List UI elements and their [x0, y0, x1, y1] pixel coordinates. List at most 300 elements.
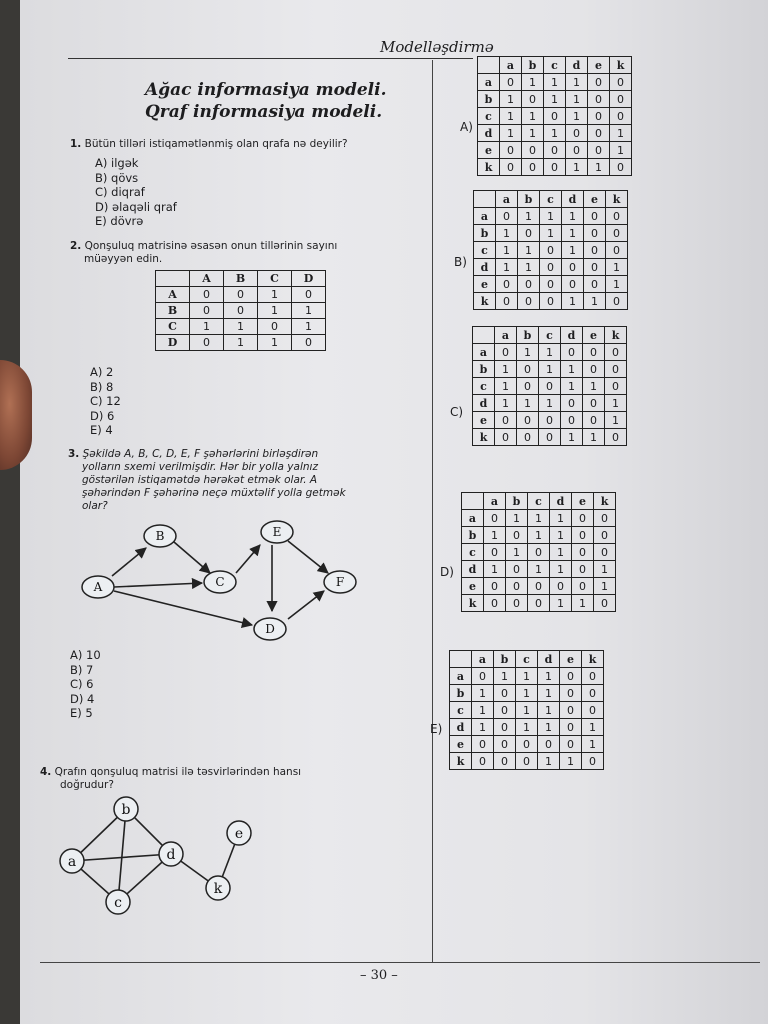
table-row: [450, 685, 604, 702]
edge-c-e: [236, 545, 260, 573]
cell: 1: [538, 719, 560, 736]
col-header: k: [606, 191, 628, 208]
cell: 0: [540, 293, 562, 310]
cell: 0: [516, 753, 538, 770]
cell: 1: [605, 412, 627, 429]
matrix-corner: [478, 57, 500, 74]
cell: 1: [566, 74, 588, 91]
row-header: d: [462, 561, 484, 578]
option[interactable]: E) dövrə: [95, 214, 144, 228]
node-label: B: [155, 529, 165, 543]
cell: 0: [495, 344, 517, 361]
cell: 0: [528, 544, 550, 561]
row-header: a: [478, 74, 500, 91]
cell: 1: [550, 544, 572, 561]
cell: 0: [562, 259, 584, 276]
cell: 0: [190, 335, 224, 351]
table-row: [450, 753, 604, 770]
cell: 0: [190, 303, 224, 319]
cell: 1: [516, 719, 538, 736]
cell: 0: [610, 74, 632, 91]
cell: 0: [583, 361, 605, 378]
question-2-number: 2.: [70, 240, 82, 252]
row-header: d: [474, 259, 496, 276]
col-header: a: [500, 57, 522, 74]
cell: 0: [560, 685, 582, 702]
cell: 1: [560, 753, 582, 770]
cell: 0: [583, 395, 605, 412]
option[interactable]: D) əlaqəli qraf: [95, 199, 177, 214]
row-header: d: [478, 125, 500, 142]
cell: 1: [496, 259, 518, 276]
row-header: a: [473, 344, 495, 361]
option[interactable]: C) diqraf: [95, 185, 145, 199]
table-row: [478, 74, 632, 91]
answer-matrix: [461, 492, 616, 612]
option[interactable]: A) ilgək: [95, 156, 139, 170]
cell: 1: [496, 242, 518, 259]
edge-b-c: [174, 542, 210, 573]
cell: 1: [605, 395, 627, 412]
question-1: [70, 138, 348, 151]
option[interactable]: A) 10: [70, 648, 101, 662]
cell: 0: [561, 412, 583, 429]
cell: 0: [517, 378, 539, 395]
question-4-text-cont: doğrudur?: [60, 779, 114, 791]
answer-option-label[interactable]: A): [460, 120, 473, 134]
row-header: k: [450, 753, 472, 770]
cell: 1: [583, 378, 605, 395]
node-label: D: [265, 622, 275, 636]
col-header: k: [605, 327, 627, 344]
cell: 0: [506, 595, 528, 612]
cell: 1: [528, 527, 550, 544]
option[interactable]: C) 6: [70, 677, 94, 691]
col-header: a: [472, 651, 494, 668]
table-row: [156, 303, 326, 319]
col-header: d: [550, 493, 572, 510]
cell: 0: [588, 108, 610, 125]
table-row: [450, 702, 604, 719]
col-header: k: [582, 651, 604, 668]
question-2: [70, 240, 337, 266]
row-header: k: [478, 159, 500, 176]
cell: 1: [540, 225, 562, 242]
node-label: F: [335, 575, 345, 589]
col-header: d: [538, 651, 560, 668]
cell: 0: [560, 736, 582, 753]
cell: 1: [528, 510, 550, 527]
cell: 1: [538, 753, 560, 770]
cell: 0: [495, 429, 517, 446]
table-row: [478, 125, 632, 142]
cell: 1: [506, 510, 528, 527]
table-row: [473, 429, 627, 446]
cell: 0: [516, 736, 538, 753]
col-header: c: [544, 57, 566, 74]
cell: 0: [606, 293, 628, 310]
node-label: b: [121, 802, 131, 818]
matrix-corner: [462, 493, 484, 510]
cell: 0: [582, 668, 604, 685]
header-rule: [68, 58, 473, 59]
row-header: c: [462, 544, 484, 561]
question-1-number: 1.: [70, 138, 82, 150]
cell: 0: [496, 208, 518, 225]
cell: 0: [484, 510, 506, 527]
cell: 0: [292, 335, 326, 351]
col-header: b: [522, 57, 544, 74]
cell: 1: [500, 108, 522, 125]
cell: 0: [522, 159, 544, 176]
row-header: e: [474, 276, 496, 293]
question-3-number: 3.: [68, 448, 80, 460]
cell: 1: [610, 142, 632, 159]
footer-rule: [40, 962, 760, 963]
node-label: e: [234, 826, 244, 842]
col-header: e: [572, 493, 594, 510]
option[interactable]: B) 7: [70, 662, 94, 677]
table-row: [478, 142, 632, 159]
question-4: [40, 766, 301, 792]
question-2-options: [90, 365, 121, 438]
col-header: b: [506, 493, 528, 510]
title-graph-model: Qraf informasiya modeli.: [145, 102, 383, 122]
option[interactable]: D) 4: [70, 691, 95, 706]
question-2-text-cont: müəyyən edin.: [84, 253, 163, 265]
title-tree-model: Ağac informasiya modeli.: [145, 80, 387, 100]
cell: 1: [582, 736, 604, 753]
table-row: [462, 527, 616, 544]
cell: 0: [528, 578, 550, 595]
cell: 1: [500, 125, 522, 142]
table-row: [462, 561, 616, 578]
col-header: e: [560, 651, 582, 668]
answer-option-label[interactable]: B): [454, 255, 467, 269]
row-header: e: [473, 412, 495, 429]
table-row: [473, 412, 627, 429]
table-row: [450, 736, 604, 753]
option[interactable]: B) 8: [90, 379, 114, 394]
option[interactable]: D) 6: [90, 408, 115, 423]
row-header: c: [450, 702, 472, 719]
cell: 0: [540, 259, 562, 276]
cell: 1: [561, 429, 583, 446]
edge-a-b: [112, 548, 146, 576]
matrix-corner: [474, 191, 496, 208]
cell: 1: [292, 319, 326, 335]
option[interactable]: C) 12: [90, 394, 121, 408]
cell: 0: [258, 319, 292, 335]
cell: 0: [494, 702, 516, 719]
cell: 1: [500, 91, 522, 108]
cell: 1: [518, 259, 540, 276]
cell: 0: [292, 287, 326, 303]
cell: 0: [584, 208, 606, 225]
cell: 0: [494, 685, 516, 702]
col-header: C: [258, 271, 292, 287]
cell: 0: [472, 753, 494, 770]
cell: 1: [484, 527, 506, 544]
cell: 1: [522, 125, 544, 142]
cell: 1: [562, 293, 584, 310]
page-number: – 30 –: [360, 968, 398, 983]
edge-a-d: [114, 591, 252, 625]
table-row: [462, 510, 616, 527]
cell: 0: [561, 395, 583, 412]
cell: 0: [528, 595, 550, 612]
answer-option-label[interactable]: C): [450, 405, 464, 419]
cell: 1: [540, 208, 562, 225]
answer-matrix: [477, 56, 632, 176]
question-3-text-cont: yolların sxemi verilmişdir. Hər bir yolla yalnız: [82, 461, 318, 473]
col-header: e: [584, 191, 606, 208]
col-header: a: [484, 493, 506, 510]
row-header: k: [473, 429, 495, 446]
question-3-text-cont: şəhərindən F şəhərinə neçə müxtəlif yolla getmək: [82, 487, 346, 499]
cell: 1: [606, 259, 628, 276]
cell: 0: [518, 293, 540, 310]
question-1-options: [95, 156, 177, 229]
cell: 0: [588, 74, 610, 91]
cell: 0: [605, 361, 627, 378]
cell: 1: [539, 361, 561, 378]
edge-a-c: [114, 583, 202, 587]
cell: 0: [518, 225, 540, 242]
cell: 1: [472, 685, 494, 702]
row-header: d: [450, 719, 472, 736]
cell: 1: [190, 319, 224, 335]
edge-d-f: [288, 591, 324, 619]
cell: 0: [472, 736, 494, 753]
cell: 0: [495, 412, 517, 429]
row-header: b: [473, 361, 495, 378]
row-header: b: [462, 527, 484, 544]
cell: 0: [522, 91, 544, 108]
cell: 0: [605, 429, 627, 446]
cell: 1: [258, 303, 292, 319]
cell: 0: [560, 719, 582, 736]
node-label: d: [166, 847, 176, 863]
cell: 1: [496, 225, 518, 242]
cell: 0: [517, 429, 539, 446]
cell: 0: [594, 595, 616, 612]
cell: 0: [582, 702, 604, 719]
cell: 0: [506, 578, 528, 595]
question-3-text-cont: olar?: [82, 500, 108, 512]
row-header: c: [478, 108, 500, 125]
node-label: k: [213, 881, 223, 897]
question-3-text-cont: göstərilən istiqamətdə hərəkət etmək olar. A: [82, 474, 318, 486]
cell: 1: [538, 685, 560, 702]
question-3-text: Şəkildə A, B, C, D, E, F şəhərlərini birləşdirən: [82, 448, 319, 460]
cell: 0: [544, 159, 566, 176]
cell: 1: [517, 344, 539, 361]
cell: 0: [544, 142, 566, 159]
answer-matrix: [472, 326, 627, 446]
cell: 1: [495, 361, 517, 378]
cell: 1: [472, 719, 494, 736]
row-header: k: [462, 595, 484, 612]
cell: 1: [588, 159, 610, 176]
cell: 1: [495, 395, 517, 412]
table-row: [478, 159, 632, 176]
cell: 1: [539, 344, 561, 361]
node-label: c: [114, 895, 122, 911]
cell: 0: [606, 208, 628, 225]
cell: 0: [582, 753, 604, 770]
cell: 0: [500, 74, 522, 91]
matrix-corner: [473, 327, 495, 344]
col-header: k: [610, 57, 632, 74]
cell: 1: [566, 108, 588, 125]
col-header: c: [539, 327, 561, 344]
cell: 1: [224, 319, 258, 335]
cell: 0: [496, 276, 518, 293]
row-header: C: [156, 319, 190, 335]
cell: 1: [550, 561, 572, 578]
cell: 1: [522, 74, 544, 91]
row-header: a: [450, 668, 472, 685]
option[interactable]: E) 4: [90, 423, 113, 437]
cell: 0: [494, 753, 516, 770]
cell: 1: [561, 361, 583, 378]
cell: 1: [583, 429, 605, 446]
cell: 0: [472, 668, 494, 685]
cell: 1: [258, 335, 292, 351]
row-header: b: [450, 685, 472, 702]
row-header: B: [156, 303, 190, 319]
col-header: B: [224, 271, 258, 287]
col-header: a: [495, 327, 517, 344]
question-3-options: [70, 648, 101, 721]
cell: 0: [572, 561, 594, 578]
city-road-diagram: [70, 515, 370, 645]
row-header: a: [462, 510, 484, 527]
cell: 1: [610, 125, 632, 142]
cell: 1: [538, 668, 560, 685]
cell: 0: [572, 510, 594, 527]
cell: 1: [516, 685, 538, 702]
row-header: c: [474, 242, 496, 259]
col-header: b: [494, 651, 516, 668]
cell: 1: [518, 208, 540, 225]
matrix-corner: [156, 271, 190, 287]
cell: 0: [522, 142, 544, 159]
cell: 0: [500, 159, 522, 176]
cell: 1: [544, 74, 566, 91]
col-header: d: [566, 57, 588, 74]
table-row: [473, 361, 627, 378]
option[interactable]: E) 5: [70, 706, 93, 720]
cell: 0: [572, 578, 594, 595]
cell: 1: [594, 578, 616, 595]
cell: 0: [562, 276, 584, 293]
row-header: a: [474, 208, 496, 225]
col-header: d: [562, 191, 584, 208]
option[interactable]: A) 2: [90, 365, 114, 379]
cell: 0: [584, 276, 606, 293]
cell: 1: [516, 702, 538, 719]
col-header: e: [583, 327, 605, 344]
cell: 0: [518, 276, 540, 293]
cell: 1: [518, 242, 540, 259]
cell: 0: [594, 510, 616, 527]
question-4-number: 4.: [40, 766, 52, 778]
col-header: c: [516, 651, 538, 668]
section-header: Modelləşdirmə: [380, 38, 494, 56]
row-header: e: [462, 578, 484, 595]
cell: 0: [583, 412, 605, 429]
answer-option-label[interactable]: E): [430, 722, 443, 736]
col-header: c: [528, 493, 550, 510]
cell: 0: [610, 159, 632, 176]
cell: 1: [582, 719, 604, 736]
col-header: k: [594, 493, 616, 510]
cell: 1: [594, 561, 616, 578]
answer-matrix: [449, 650, 604, 770]
row-header: e: [450, 736, 472, 753]
table-row: [462, 578, 616, 595]
row-header: D: [156, 335, 190, 351]
col-header: A: [190, 271, 224, 287]
cell: 1: [472, 702, 494, 719]
question-2-text: Qonşuluq matrisinə əsasən onun tillərinin sayını: [84, 240, 338, 252]
cell: 0: [539, 378, 561, 395]
table-row: [473, 378, 627, 395]
cell: 0: [550, 578, 572, 595]
col-header: a: [496, 191, 518, 208]
cell: 0: [539, 429, 561, 446]
table-row: [478, 91, 632, 108]
node-label: a: [67, 854, 77, 870]
table-row: [450, 719, 604, 736]
option[interactable]: B) qövs: [95, 170, 139, 185]
cell: 0: [588, 125, 610, 142]
cell: 0: [594, 527, 616, 544]
cell: 0: [584, 242, 606, 259]
table-row: [474, 242, 628, 259]
col-header: D: [292, 271, 326, 287]
cell: 1: [584, 293, 606, 310]
cell: 1: [606, 276, 628, 293]
cell: 1: [550, 510, 572, 527]
row-header: e: [478, 142, 500, 159]
cell: 0: [539, 412, 561, 429]
cell: 0: [496, 293, 518, 310]
node-label: E: [272, 525, 282, 539]
cell: 1: [528, 561, 550, 578]
cell: 0: [224, 287, 258, 303]
cell: 0: [610, 108, 632, 125]
cell: 1: [517, 395, 539, 412]
cell: 0: [588, 91, 610, 108]
table-row: [450, 668, 604, 685]
cell: 0: [606, 242, 628, 259]
cell: 0: [566, 125, 588, 142]
question-4-text: Qrafın qonşuluq matrisi ilə təsvirlərindən hansı: [54, 766, 302, 778]
undirected-graph: [50, 795, 270, 920]
row-header: b: [474, 225, 496, 242]
cell: 0: [560, 702, 582, 719]
cell: 0: [190, 287, 224, 303]
cell: 0: [494, 736, 516, 753]
cell: 0: [494, 719, 516, 736]
edge-e-f: [288, 541, 328, 573]
cell: 1: [562, 208, 584, 225]
cell: 1: [506, 544, 528, 561]
answer-option-label[interactable]: D): [440, 565, 454, 579]
